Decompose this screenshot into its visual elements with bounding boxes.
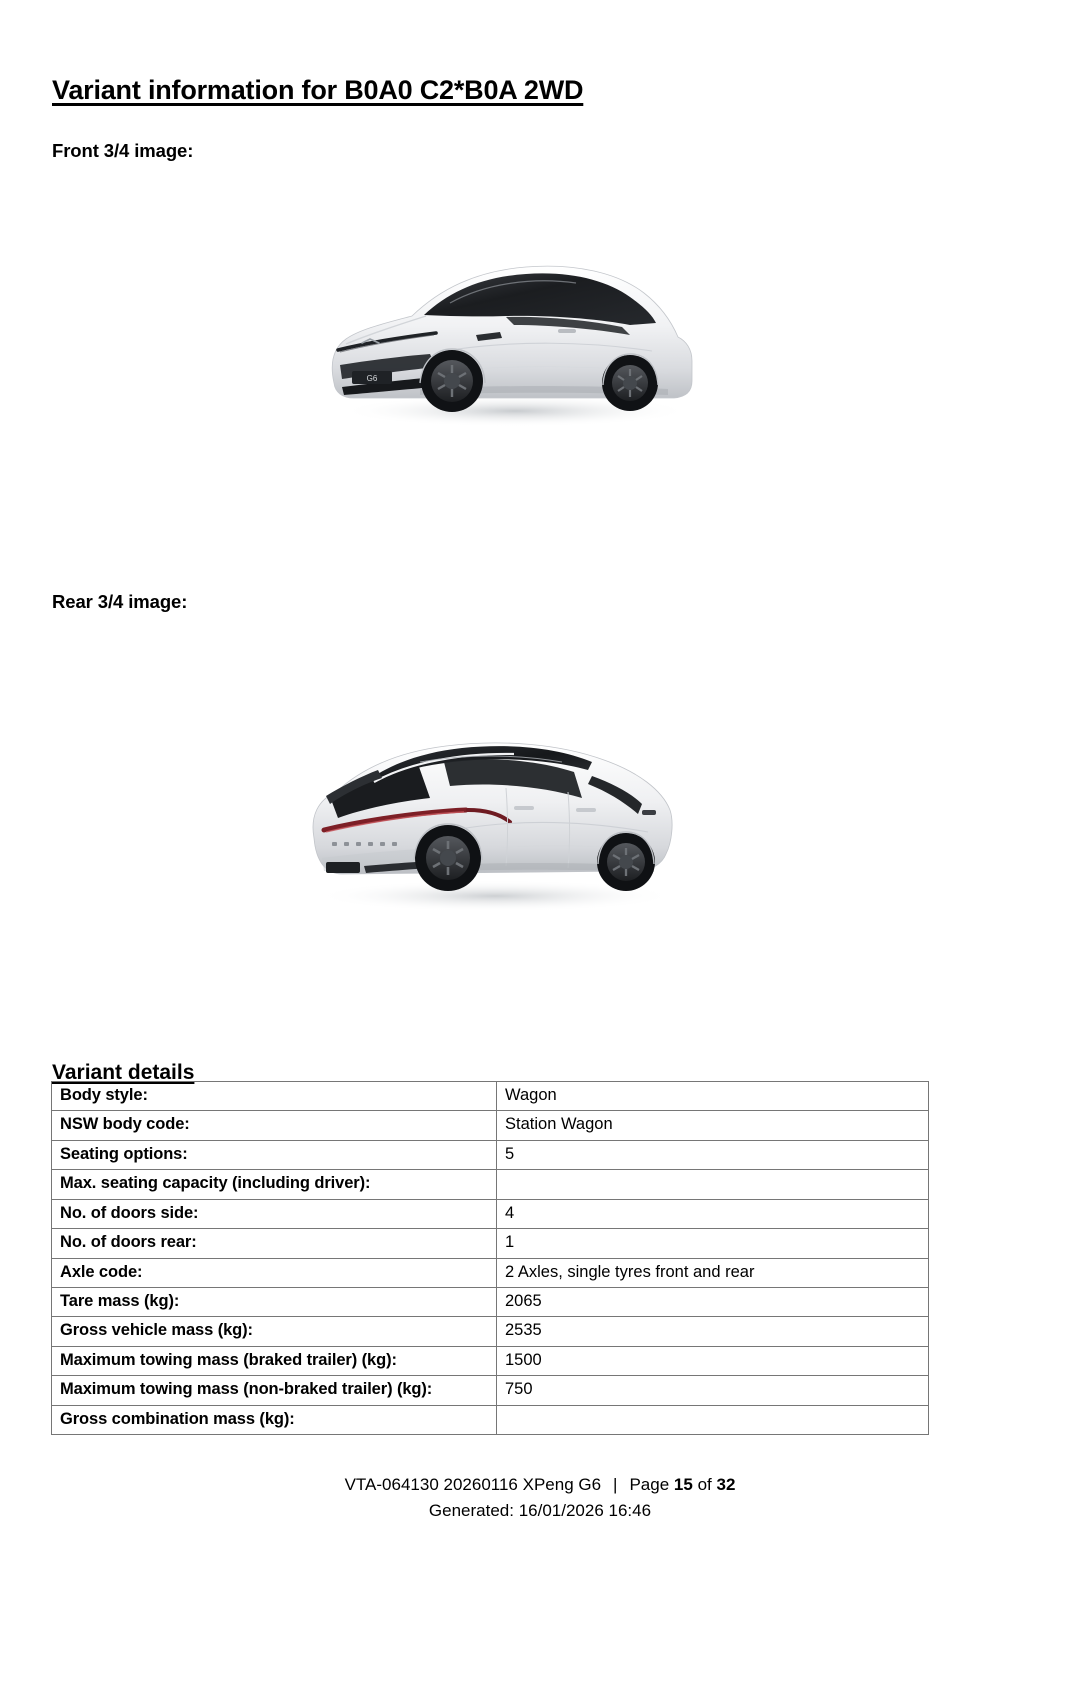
table-row (52, 1346, 929, 1375)
rear-image-label: Rear 3/4 image: (52, 591, 188, 612)
table-row (52, 1405, 929, 1434)
row-value: 2535 (497, 1317, 929, 1346)
row-key: No. of doors rear: (52, 1229, 497, 1258)
row-value: 4 (497, 1199, 929, 1228)
row-key: NSW body code: (52, 1111, 497, 1140)
row-value (497, 1405, 929, 1434)
row-value: 2065 (497, 1287, 929, 1316)
table-row (52, 1376, 929, 1405)
rear-three-quarter-vehicle-image (270, 690, 710, 940)
row-key: Maximum towing mass (non-braked trailer) (kg): (52, 1376, 497, 1405)
row-key: Gross vehicle mass (kg): (52, 1317, 497, 1346)
table-row (52, 1199, 929, 1228)
footer-separator: | (613, 1475, 618, 1494)
footer-of-word: of (697, 1475, 712, 1494)
table-row (52, 1111, 929, 1140)
table-row (52, 1170, 929, 1199)
row-value: 750 (497, 1376, 929, 1405)
row-value: 1 (497, 1229, 929, 1258)
row-key: Seating options: (52, 1140, 497, 1169)
table-row (52, 1258, 929, 1287)
table-row (52, 1229, 929, 1258)
table-row (52, 1082, 929, 1111)
table-row (52, 1140, 929, 1169)
footer-page-number: 15 (673, 1475, 693, 1494)
row-key: No. of doors side: (52, 1199, 497, 1228)
row-value: Station Wagon (497, 1111, 929, 1140)
footer-generated-timestamp: Generated: 16/01/2026 16:46 (428, 1501, 652, 1521)
footer-document-ref: VTA-064130 20260116 XPeng G6 (344, 1475, 602, 1494)
row-key: Max. seating capacity (including driver): (52, 1170, 497, 1199)
section-title-variant-details: Variant details (52, 1061, 195, 1085)
front-plate-badge: G6 (366, 374, 378, 383)
row-key: Body style: (52, 1082, 497, 1111)
row-value: 2 Axles, single tyres front and rear (497, 1258, 929, 1287)
front-image-label: Front 3/4 image: (52, 140, 194, 161)
row-key: Gross combination mass (kg): (52, 1405, 497, 1434)
row-key: Axle code: (52, 1258, 497, 1287)
page-title: Variant information for B0A0 C2*B0A 2WD (52, 75, 584, 106)
table-row (52, 1287, 929, 1316)
row-key: Maximum towing mass (braked trailer) (kg): (52, 1346, 497, 1375)
front-three-quarter-vehicle-image (300, 215, 720, 455)
page-footer (0, 1472, 1080, 1525)
variant-details-table (51, 1081, 929, 1435)
row-value: 1500 (497, 1346, 929, 1375)
footer-page-total: 32 (716, 1475, 736, 1494)
row-value: Wagon (497, 1082, 929, 1111)
footer-page-word: Page (629, 1475, 670, 1494)
row-key: Tare mass (kg): (52, 1287, 497, 1316)
row-value: 5 (497, 1140, 929, 1169)
table-row (52, 1317, 929, 1346)
row-value (497, 1170, 929, 1199)
